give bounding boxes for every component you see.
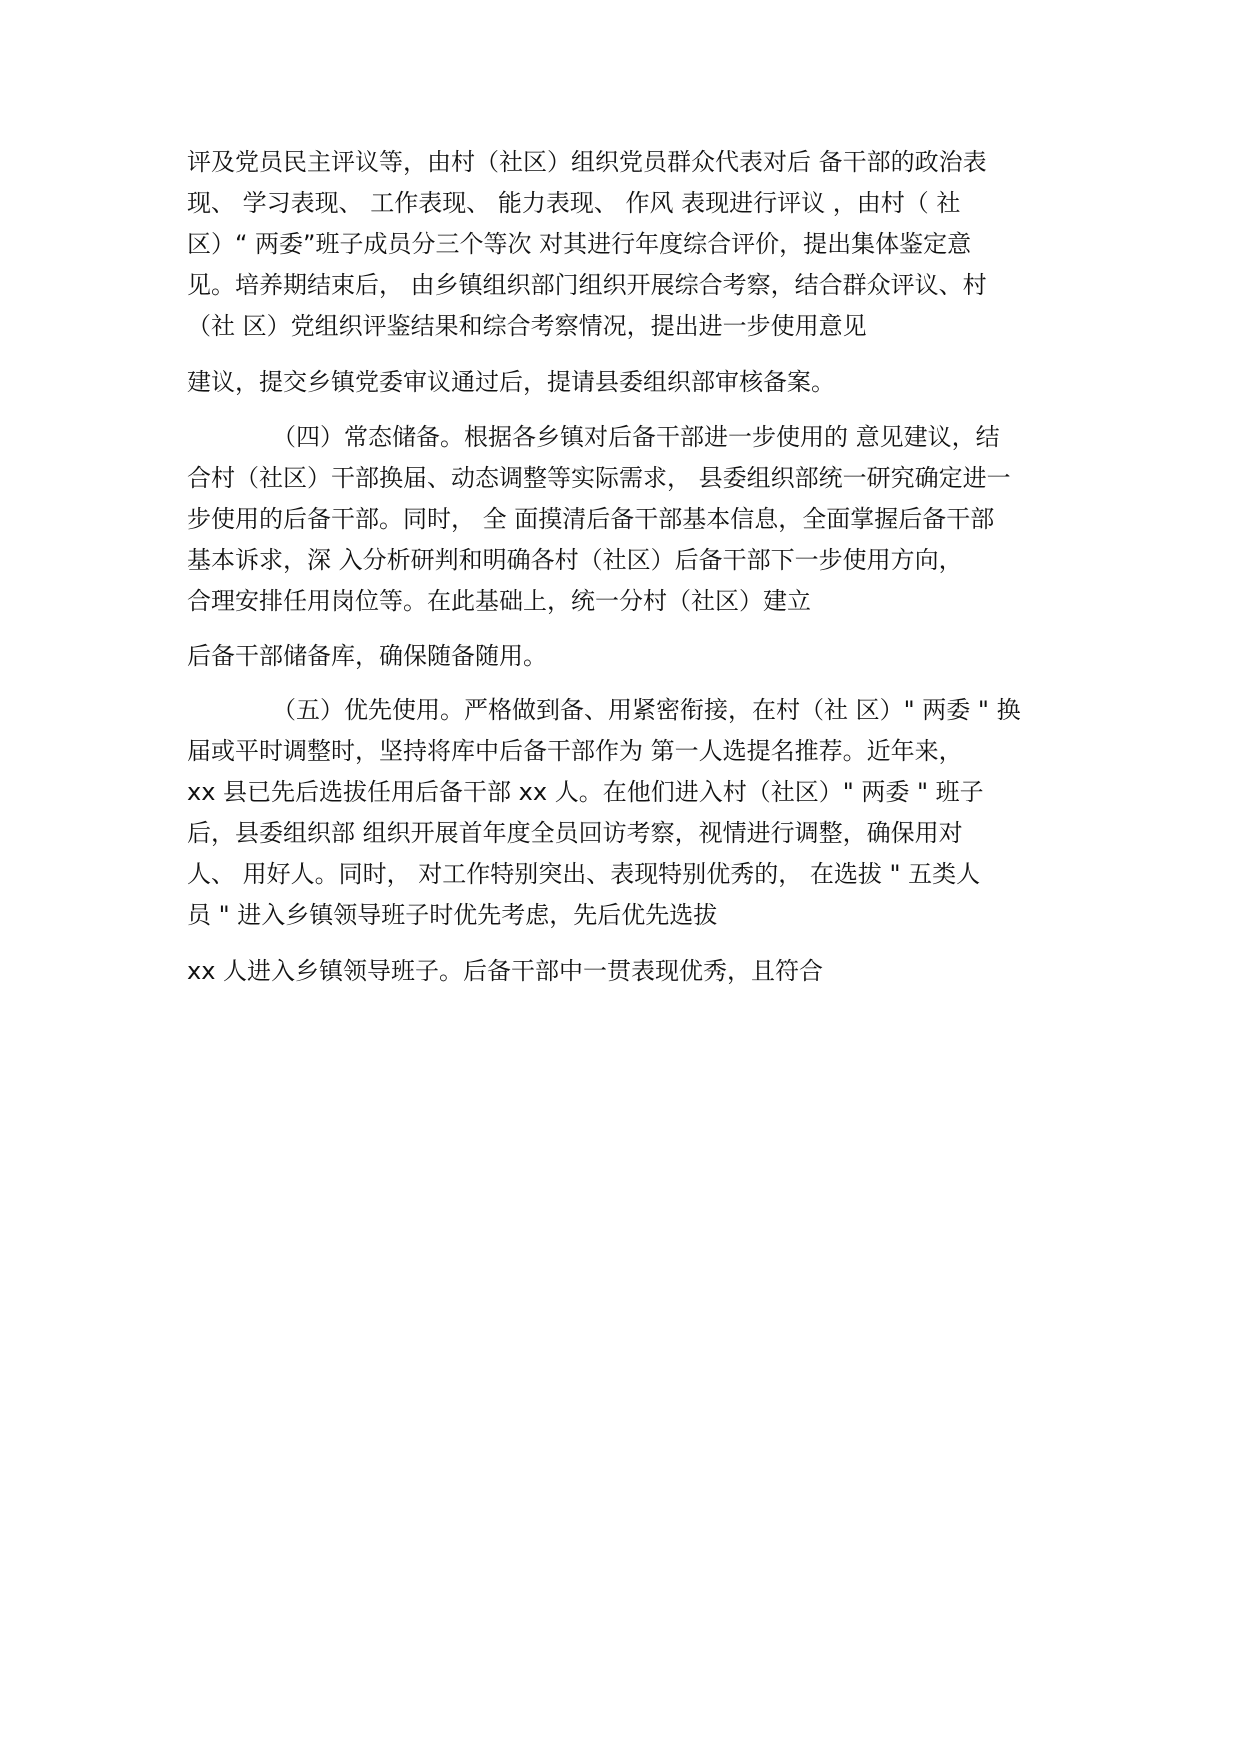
text-line-16: 后，县委组织部 组织开展首年度全员回访考察，视情进行调整，确保用对 xyxy=(187,819,963,847)
text-line-14: 届或平时调整时，坚持将库中后备干部作为 第一人选提名推荐。近年来， xyxy=(187,737,963,765)
text-line-13: （五）优先使用。严格做到备、用紧密衔接，在村（社 区）" 两委 " 换 xyxy=(272,696,1021,724)
text-line-10: 基本诉求，深 入分析研判和明确各村（社区）后备干部下一步使用方向， xyxy=(187,546,963,574)
text-line-2: 现、 学习表现、 工作表现、 能力表现、 作风 表现进行评议 ，由村（ 社 xyxy=(187,189,961,217)
text-line-6: 建议，提交乡镇党委审议通过后，提请县委组织部审核备案。 xyxy=(187,368,835,396)
text-line-4: 见。培养期结束后， 由乡镇组织部门组织开展综合考察，结合群众评议、村 xyxy=(187,271,987,299)
text-line-19: xx 人进入乡镇领导班子。后备干部中一贯表现优秀，且符合 xyxy=(187,957,824,985)
text-line-7: （四）常态储备。根据各乡镇对后备干部进一步使用的 意见建议，结 xyxy=(272,423,1000,451)
text-line-5: （社 区）党组织评鉴结果和综合考察情况，提出进一步使用意见 xyxy=(187,312,867,340)
text-line-9: 步使用的后备干部。同时， 全 面摸清后备干部基本信息，全面掌握后备干部 xyxy=(187,505,995,533)
text-line-1: 评及党员民主评议等，由村（社区）组织党员群众代表对后 备干部的政治表 xyxy=(187,148,987,176)
text-line-3: 区）“ 两委”班子成员分三个等次 对其进行年度综合评价，提出集体鉴定意 xyxy=(187,230,972,258)
text-line-15: xx 县已先后选拔任用后备干部 xx 人。在他们进入村（社区）" 两委 " 班子 xyxy=(187,778,984,806)
text-line-8: 合村（社区）干部换届、动态调整等实际需求， 县委组织部统一研究确定进一 xyxy=(187,464,1011,492)
text-line-17: 人、 用好人。同时， 对工作特别突出、表现特别优秀的， 在选拔 " 五类人 xyxy=(187,860,981,888)
text-line-11: 合理安排任用岗位等。在此基础上，统一分村（社区）建立 xyxy=(187,587,811,615)
text-line-12: 后备干部储备库，确保随备随用。 xyxy=(187,642,547,670)
text-line-18: 员 " 进入乡镇领导班子时优先考虑，先后优先选拔 xyxy=(187,901,718,929)
